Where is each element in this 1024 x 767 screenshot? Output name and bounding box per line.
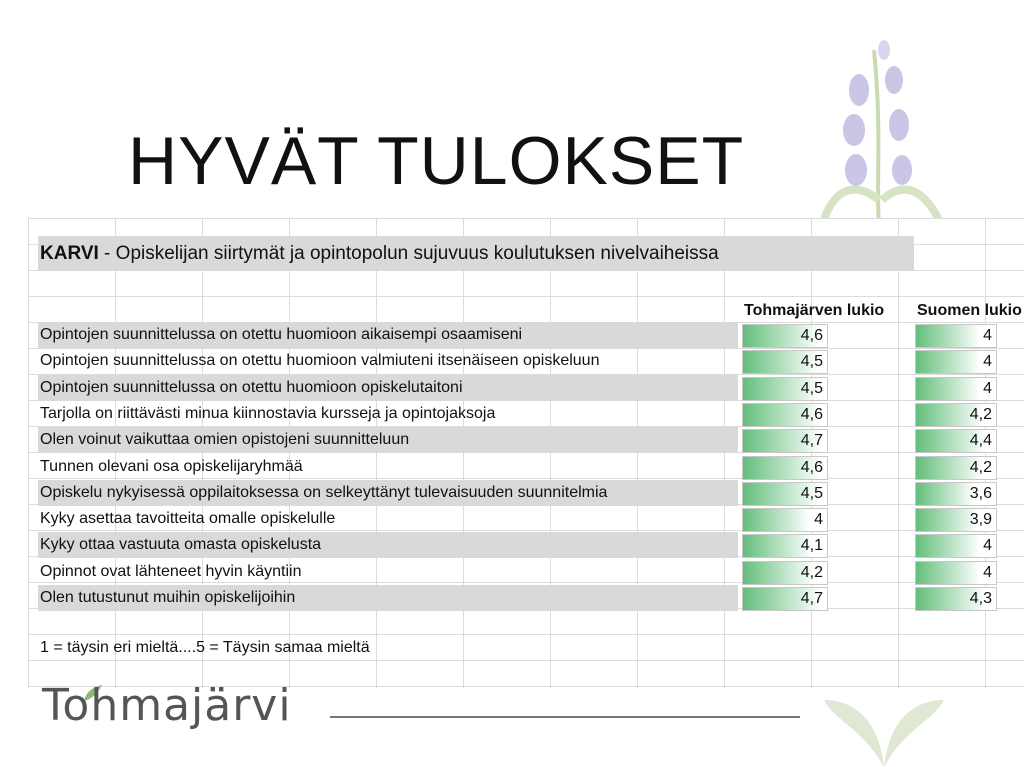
value-text: 4: [983, 380, 992, 397]
value-text: 4: [983, 327, 992, 344]
tohmajarvi-value-cell: [742, 350, 828, 374]
table-header: [40, 243, 719, 265]
tohmajarvi-value-cell: [742, 561, 828, 585]
value-text: 4,2: [969, 459, 992, 476]
data-bar: [916, 378, 980, 400]
row-label: Olen voinut vaikuttaa omien opistojeni suunnitteluun: [40, 431, 410, 448]
suomi-value-cell: [915, 456, 997, 480]
column-header-tohmajarvi: Tohmajärven lukio: [744, 302, 885, 319]
value-text: 4,6: [800, 459, 823, 476]
suomi-value-cell: [915, 561, 997, 585]
tohmajarvi-value-cell: [742, 456, 828, 480]
value-text: 4,7: [800, 590, 823, 607]
value-text: 4,6: [800, 327, 823, 344]
scale-note: 1 = täysin eri mieltä....5 = Täysin samaa mieltä: [40, 639, 370, 656]
logo-divider: [330, 716, 800, 718]
row-label: Kyky ottaa vastuuta omasta opiskelusta: [40, 536, 322, 553]
value-text: 4,6: [800, 406, 823, 423]
suomi-value-cell: [915, 534, 997, 558]
row-label: Opinnot ovat lähteneet hyvin käyntiin: [40, 563, 302, 580]
tohmajarvi-value-cell: [742, 534, 828, 558]
header-rest: - Opiskelijan siirtymät ja opintopolun sujuvuus koulutuksen nivelvaiheissa: [98, 243, 719, 264]
data-bar: [916, 351, 980, 373]
tohmajarvi-value-cell: [742, 403, 828, 427]
suomi-value-cell: [915, 350, 997, 374]
header-bold: KARVI: [40, 243, 99, 264]
data-bar: [916, 562, 980, 584]
row-label: Opiskelu nykyisessä oppilaitoksessa on selkeyttänyt tulevaisuuden suunnitelmia: [40, 484, 608, 501]
suomi-value-cell: [915, 587, 997, 611]
value-text: 4: [983, 564, 992, 581]
suomi-value-cell: [915, 508, 997, 532]
row-label: Tarjolla on riittävästi minua kiinnostavia kursseja ja opintojaksoja: [40, 405, 496, 422]
suomi-value-cell: [915, 377, 997, 401]
spreadsheet-grid: [28, 218, 1024, 688]
suomi-value-cell: [915, 324, 997, 348]
value-text: 4,7: [800, 432, 823, 449]
suomi-value-cell: [915, 403, 997, 427]
value-text: 4,5: [800, 380, 823, 397]
value-text: 4,5: [800, 353, 823, 370]
logo: Tohmajärvi: [42, 680, 292, 731]
slide-title: HYVÄT TULOKSET: [128, 123, 745, 199]
column-header-suomi: Suomen lukio: [917, 302, 1022, 319]
value-text: 4,1: [800, 537, 823, 554]
value-text: 4,3: [969, 590, 992, 607]
row-label: Olen tutustunut muihin opiskelijoihin: [40, 589, 296, 606]
value-text: 3,6: [969, 485, 992, 502]
value-text: 4,5: [800, 485, 823, 502]
tohmajarvi-value-cell: [742, 508, 828, 532]
value-text: 4: [983, 353, 992, 370]
value-text: 4,2: [969, 406, 992, 423]
tohmajarvi-value-cell: [742, 587, 828, 611]
value-text: 3,9: [969, 511, 992, 528]
data-bar: [916, 325, 980, 347]
row-label: Opintojen suunnittelussa on otettu huomioon valmiuteni itsenäiseen opiskeluun: [40, 352, 600, 369]
tohmajarvi-value-cell: [742, 482, 828, 506]
suomi-value-cell: [915, 482, 997, 506]
row-label: Kyky asettaa tavoitteita omalle opiskelulle: [40, 510, 336, 527]
data-bar: [916, 483, 974, 505]
value-text: 4: [983, 537, 992, 554]
tohmajarvi-value-cell: [742, 377, 828, 401]
tohmajarvi-value-cell: [742, 324, 828, 348]
row-label: Tunnen olevani osa opiskelijaryhmää: [40, 458, 303, 475]
data-bar: [743, 509, 810, 531]
leaf-illustration: [824, 680, 944, 767]
value-text: 4: [814, 511, 823, 528]
suomi-value-cell: [915, 429, 997, 453]
tohmajarvi-value-cell: [742, 429, 828, 453]
value-text: 4,2: [800, 564, 823, 581]
row-label: Opintojen suunnittelussa on otettu huomioon aikaisempi osaamiseni: [40, 326, 523, 343]
data-bar: [916, 535, 980, 557]
row-label: Opintojen suunnittelussa on otettu huomioon opiskelutaitoni: [40, 379, 463, 396]
value-text: 4,4: [969, 432, 992, 449]
plant-illustration: [804, 30, 954, 230]
